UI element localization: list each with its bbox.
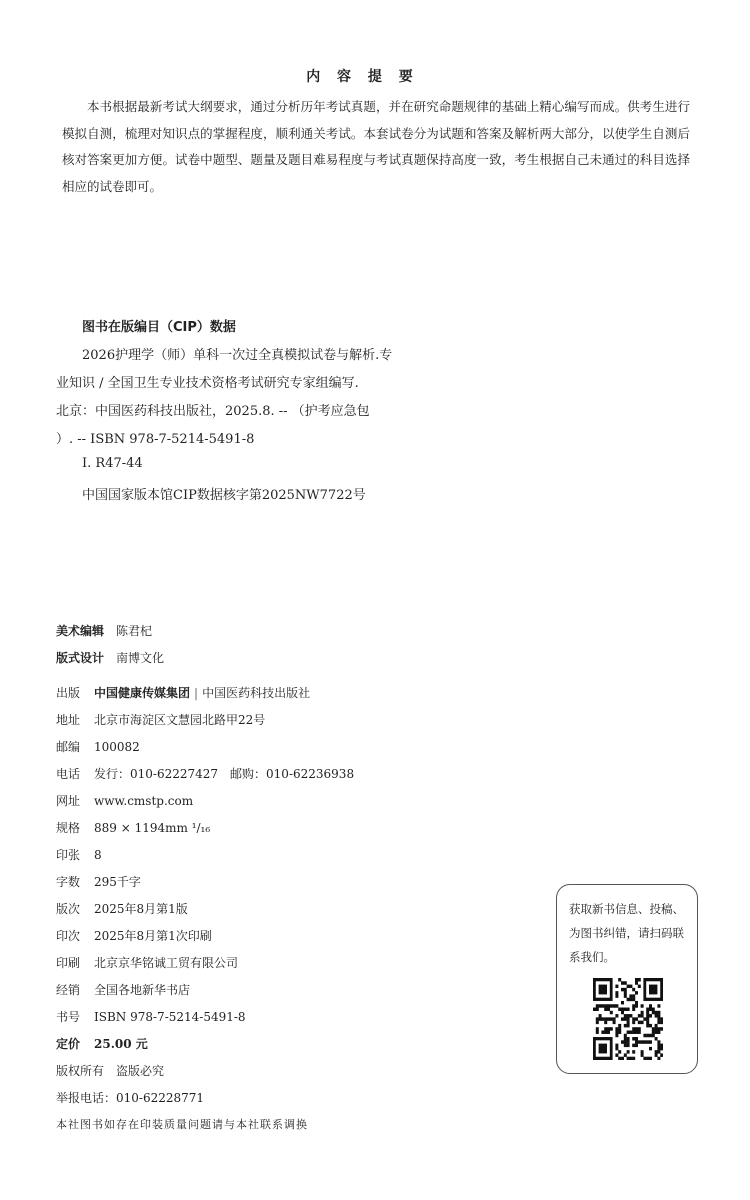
info-value: ISBN 978-7-5214-5491-8 — [94, 1010, 246, 1024]
info-label: 印次 — [56, 929, 81, 943]
info-value: 发行：010-62227427 邮购：010-62236938 — [94, 767, 355, 781]
info-label: 规格 — [56, 821, 81, 835]
credit-art-editor — [56, 622, 152, 639]
info-row-hotline: 举报电话：010-62228771 — [56, 1091, 205, 1105]
publisher-separator: | — [194, 686, 199, 700]
cip-line-1: 2026护理学（师）单科一次过全真模拟试卷与解析.专 — [82, 348, 393, 363]
info-label: 地址 — [56, 713, 81, 727]
info-value: 2025年8月第1次印刷 — [94, 929, 212, 943]
cip-line-3: 北京：中国医药科技出版社，2025.8. -- （护考应急包 — [56, 404, 370, 419]
info-row-edition — [56, 900, 188, 918]
info-value: 889 × 1194mm ¹/₁₆ — [94, 821, 211, 835]
info-row-publisher — [56, 684, 310, 702]
cip-line-2: 业知识 / 全国卫生专业技术资格考试研究专家组编写. — [56, 376, 359, 391]
info-row-distributor — [56, 981, 190, 999]
info-row-website — [56, 792, 193, 810]
info-row-address — [56, 711, 265, 729]
info-label: 版次 — [56, 902, 81, 916]
info-value: 100082 — [94, 740, 140, 754]
qr-contact-text: 获取新书信息、投稿、为图书纠错，请扫码联系我们。 — [569, 902, 684, 964]
info-value: 北京市海淀区文慧园北路甲22号 — [94, 713, 266, 727]
info-label: 定价 — [56, 1037, 81, 1051]
info-value: www.cmstp.com — [94, 794, 194, 808]
cip-classification: Ⅰ. R47-44 — [82, 456, 143, 471]
info-label: 字数 — [56, 875, 81, 889]
info-value: 2025年8月第1版 — [94, 902, 188, 916]
credit-label: 版式设计 — [56, 651, 105, 665]
info-label: 书号 — [56, 1010, 81, 1024]
info-value: 北京京华铭诚工贸有限公司 — [94, 956, 239, 970]
credit-label: 美术编辑 — [56, 624, 105, 638]
info-label: 经销 — [56, 983, 81, 997]
cip-heading: 图书在版编目（CIP）数据 — [82, 320, 236, 335]
publisher-name: 中国医药科技出版社 — [202, 686, 311, 700]
info-label: 网址 — [56, 794, 81, 808]
qr-contact-box — [556, 884, 698, 1074]
summary-body: 本书根据最新考试大纲要求，通过分析历年考试真题，并在研究命题规律的基础上精心编写而成。供考生进行模拟自测，梳理对知识点的掌握程度，顺利通关考试。本套试卷分为试题和答案及解析两大部分，以使学生自测后核对答案更加方便。试卷中题型、题量及题目难易程度与考试真题保持高度一致，考生根据自己未通过的科目选择相应的试卷即可。 — [62, 99, 690, 194]
rights-label: 版权所有 — [56, 1064, 105, 1078]
rights-value: 盗版必究 — [116, 1064, 165, 1078]
summary-title: 内 容 提 要 — [306, 69, 419, 85]
info-value: 295千字 — [94, 875, 141, 889]
publisher-group: 中国健康传媒集团 — [94, 686, 191, 700]
credit-value: 南博文化 — [116, 651, 165, 665]
info-value: 8 — [94, 848, 102, 862]
info-label: 印张 — [56, 848, 81, 862]
qr-code-icon — [593, 978, 663, 1060]
info-row-isbn — [56, 1008, 246, 1026]
cip-record-number: 中国国家版本馆CIP数据核字第2025NW7722号 — [82, 488, 366, 503]
price-value: 25.00 元 — [94, 1037, 148, 1051]
info-row-printer — [56, 954, 238, 972]
credit-value: 陈君杞 — [116, 624, 153, 638]
cip-line-4: ）. -- ISBN 978-7-5214-5491-8 — [56, 432, 255, 447]
info-row-printing-count — [56, 927, 212, 945]
info-row-phone — [56, 765, 354, 783]
info-label: 邮编 — [56, 740, 81, 754]
info-row-rights — [56, 1062, 164, 1080]
quality-notice: 本社图书如存在印装质量问题请与本社联系调换 — [56, 1118, 308, 1131]
info-row-postcode — [56, 738, 140, 756]
info-row-word-count — [56, 873, 141, 891]
info-row-format — [56, 819, 210, 837]
info-label: 出版 — [56, 686, 81, 700]
info-value: 全国各地新华书店 — [94, 983, 191, 997]
info-row-sheets — [56, 846, 102, 864]
info-label: 电话 — [56, 767, 81, 781]
info-row-price — [56, 1035, 148, 1053]
credit-layout-design — [56, 649, 164, 666]
info-label: 印刷 — [56, 956, 81, 970]
